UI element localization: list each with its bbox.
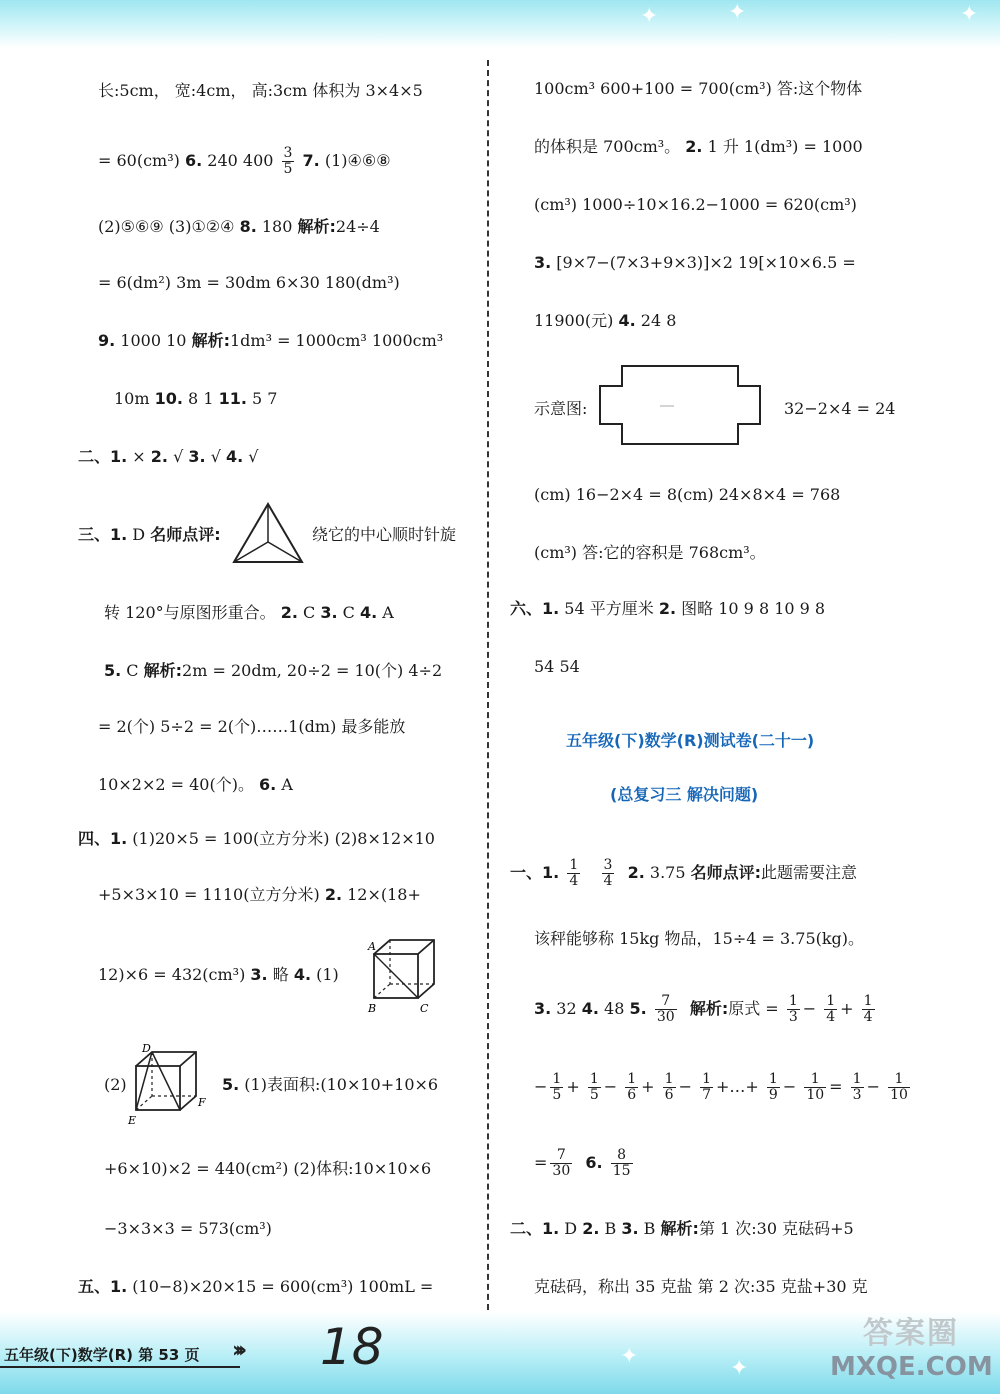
fraction: $\frac{7}{30}$ (656, 993, 675, 1025)
fraction: $\frac{1}{3}$ (788, 993, 798, 1025)
page-footer-label: 五年级(下)数学(R) 第 53 页 (4, 1346, 200, 1364)
answer-line: 四、1. (1)20×5 = 100(立方分米) (2)8×12×10 (78, 829, 435, 848)
arrow-icon: ››› (232, 1338, 242, 1363)
answer-line: (cm³) 答:它的容积是 768cm³。 (534, 543, 766, 562)
answer-line: 长:5cm， 宽:4cm， 高:3cm 体积为 3×4×5 (98, 81, 423, 100)
test-subheading: (总复习三 解决问题) (610, 785, 759, 804)
answer-line: 11900(元) 4. 24 8 (534, 311, 677, 330)
fraction: $\frac{3}{5}$ (283, 145, 293, 177)
test-heading: 五年级(下)数学(R)测试卷(二十一) (566, 731, 815, 750)
vertex-label: D (142, 1042, 151, 1055)
answer-line: 的体积是 700cm³。 2. 1 升 1(dm³) = 1000 (534, 137, 863, 156)
triangle-figure (230, 500, 306, 568)
answer-line: (2) (104, 1075, 127, 1094)
answer-line: = 6(dm²) 3m = 30dm 6×30 180(dm³) (98, 273, 400, 292)
answer-line: 转 120°与原图形重合。 2. C 3. C 4. A (104, 603, 394, 622)
fraction: $\frac{1}{5}$ (552, 1071, 562, 1103)
fraction: $\frac{1}{10}$ (890, 1071, 908, 1103)
vertex-label: E (128, 1114, 137, 1126)
answer-line: 54 54 (534, 657, 580, 676)
answer-line: +6×10)×2 = 440(cm²) (2)体积:10×10×6 (104, 1159, 432, 1178)
answer-line: = 2(个) 5÷2 = 2(个)……1(dm) 最多能放 (98, 717, 406, 736)
answer-line: 10m 10. 8 1 11. 5 7 (114, 389, 278, 408)
answer-line: 三、1. D 名师点评: (78, 525, 221, 544)
fraction: $\frac{1}{5}$ (589, 1071, 599, 1103)
answer-line: 32−2×4 = 24 (784, 399, 896, 418)
fraction: $\frac{1}{4}$ (826, 993, 836, 1025)
fraction: $\frac{1}{3}$ (852, 1071, 862, 1103)
fraction: $\frac{1}{6}$ (627, 1071, 637, 1103)
fraction: $\frac{1}{4}$ (863, 993, 873, 1025)
answer-line: 该秤能够称 15kg 物品，15÷4 = 3.75(kg)。 (534, 929, 865, 948)
answer-line: 克砝码，称出 35 克盐 第 2 次:35 克盐+30 克 (534, 1277, 868, 1296)
sparkle-icon: ✦ (730, 1356, 749, 1381)
sparkle-icon: ✦ (640, 4, 659, 29)
answer-line: 9. 1000 10 解析:1dm³ = 1000cm³ 1000cm³ (98, 331, 444, 350)
answer-line: = $\frac{7}{30}$ 6. $\frac{8}{15}$ (534, 1147, 631, 1179)
vertex-label: A (368, 940, 376, 953)
answer-line: 二、1. D 2. B 3. B 解析:第 1 次:30 克砝码+5 (510, 1219, 854, 1238)
answer-line: 绕它的中心顺时针旋 (312, 525, 457, 544)
answer-line: 12)×6 = 432(cm³) 3. 略 4. (1) (98, 965, 339, 984)
answer-line: − $\frac{1}{5}$ + $\frac{1}{5}$ − $\frac{1}{6}$ + $\frac{1}{6}$ − $\frac{1}{7}$ +…+ $\frac{1}{9}$ − $\frac{1}{10}$ = $\frac{1}{3}$ − $\frac{1}{10}$ (534, 1071, 908, 1103)
answer-line: 5. (1)表面积:(10×10+10×6 (222, 1075, 439, 1094)
fraction: $\frac{7}{30}$ (552, 1147, 571, 1179)
answer-line: 二、1. × 2. √ 3. √ 4. √ (78, 447, 259, 466)
column-divider (487, 60, 489, 1320)
sparkle-icon: ✦ (620, 1344, 639, 1369)
answer-line: +5×3×10 = 1110(立方分米) 2. 12×(18+ (98, 885, 421, 904)
footer-rule (0, 1366, 240, 1368)
cube-figure-1 (366, 934, 442, 1014)
handwritten-page-number: 18 (320, 1318, 384, 1376)
fraction: $\frac{1}{6}$ (664, 1071, 674, 1103)
answer-line: 100cm³ 600+100 = 700(cm³) 答:这个物体 (534, 79, 863, 98)
fraction: $\frac{1}{7}$ (702, 1071, 712, 1103)
vertex-label: B (368, 1002, 377, 1014)
answer-line: 10×2×2 = 40(个)。 6. A (98, 775, 293, 794)
answer-line: (cm) 16−2×4 = 8(cm) 24×8×4 = 768 (534, 485, 841, 504)
fraction: $\frac{1}{9}$ (768, 1071, 778, 1103)
site-watermark: 答案圈 MXQE.COM (830, 1316, 993, 1382)
fraction: $\frac{3}{4}$ (603, 857, 613, 889)
answer-line: (2)⑤⑥⑨ (3)①②④ 8. 180 解析:24÷4 (98, 217, 380, 236)
answer-line: −3×3×3 = 573(cm³) (104, 1219, 272, 1238)
box-net-diagram (598, 364, 764, 448)
sparkle-icon: ✦ (728, 0, 747, 25)
fraction: $\frac{8}{15}$ (612, 1147, 631, 1179)
sparkle-icon: ✦ (960, 2, 979, 27)
answer-line: (cm³) 1000÷10×16.2−1000 = 620(cm³) (534, 195, 857, 214)
answer-line: 5. C 解析:2m = 20dm, 20÷2 = 10(个) 4÷2 (104, 661, 443, 680)
answer-line: = 60(cm³) 6. 240 400 $\frac{3}{5}$ 7. (1)④⑥⑧ (98, 145, 391, 177)
top-decorative-band (0, 0, 1000, 48)
answer-line: 六、1. 54 平方厘米 2. 图略 10 9 8 10 9 8 (510, 599, 826, 618)
vertex-label: F (198, 1096, 206, 1109)
answer-line: 示意图: (534, 399, 588, 418)
answer-line: 五、1. (10−8)×20×15 = 600(cm³) 100mL = (78, 1277, 434, 1296)
cube-figure-2 (124, 1042, 212, 1126)
fraction: $\frac{1}{10}$ (806, 1071, 825, 1103)
answer-line: 3. [9×7−(7×3+9×3)]×2 19[×10×6.5 = (534, 253, 856, 272)
fraction: $\frac{1}{4}$ (569, 857, 579, 889)
vertex-label: C (420, 1002, 429, 1014)
answer-line: 一、1. $\frac{1}{4}$ $\frac{3}{4}$ 2. 3.75 名师点评:此题需要注意 (510, 857, 858, 889)
answer-line: 3. 32 4. 48 5. $\frac{7}{30}$ 解析:原式 = $\frac{1}{3}$ − $\frac{1}{4}$ + $\frac{1}{4}$ (534, 993, 873, 1025)
